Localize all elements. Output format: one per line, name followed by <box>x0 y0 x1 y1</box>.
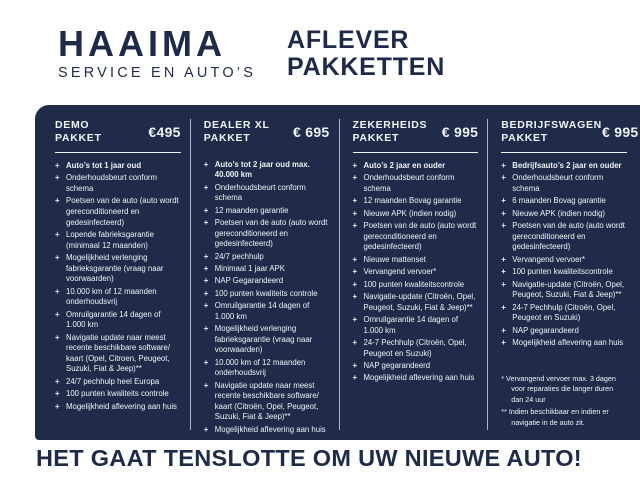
plus-icon: + <box>352 161 358 171</box>
package-column-dealer-xl <box>190 119 339 434</box>
package-feature <box>353 373 479 384</box>
feature-text: Poetsen van de auto (auto wordt gereconditioneerd en gedesinfecteerd) <box>214 217 328 249</box>
package-name-line1: BEDRIJFSWAGEN <box>501 119 602 131</box>
plus-icon: + <box>352 221 358 231</box>
brand-name: HAAIMA <box>58 23 226 64</box>
plus-icon: + <box>203 276 209 286</box>
feature-text: NAP gegarandeerd <box>512 325 579 335</box>
package-feature <box>204 289 330 300</box>
page-title-line2: PAKKETTEN <box>287 52 446 81</box>
package-column-bedrijfswagen <box>487 119 639 430</box>
plus-icon: + <box>352 292 358 301</box>
feature-text: Auto’s tot 1 jaar oud <box>66 161 142 171</box>
feature-text: NAP gegarandeerd <box>363 360 431 370</box>
feature-text: Navigatie-update (Citroën, Opel, Peugeot, Suzuki, Fiat & Jeep)** <box>512 279 625 300</box>
package-name-line2: PAKKET <box>501 131 548 144</box>
feature-text: Nieuwe APK (indien nodig) <box>363 208 457 218</box>
plus-icon: + <box>55 309 60 319</box>
feature-text: 24/7 pechhulp <box>214 251 264 261</box>
plus-icon: + <box>501 196 506 206</box>
package-feature <box>55 389 181 400</box>
package-feature <box>501 303 627 324</box>
feature-text: 24/7 pechhulp heel Europa <box>66 376 160 386</box>
plus-icon: + <box>55 161 60 171</box>
plus-icon: + <box>501 325 506 335</box>
package-feature <box>204 252 330 263</box>
feature-text: 100 punten kwaliteitscontrole <box>363 279 465 289</box>
package-name-line1: DEALER XL <box>203 119 270 131</box>
package-feature <box>204 160 330 181</box>
plus-icon: + <box>352 173 358 183</box>
plus-icon: + <box>55 196 60 206</box>
feature-list <box>353 161 479 386</box>
feature-text: 12 maanden garantie <box>214 205 289 215</box>
package-column-demo <box>55 119 190 430</box>
feature-text: 100 punten kwaliteits controle <box>66 389 169 399</box>
package-feature <box>353 267 479 278</box>
plus-icon: + <box>352 314 358 324</box>
feature-text: Nieuwe APK (indien nodig) <box>512 208 606 218</box>
feature-text: Vervangend vervoer* <box>363 267 437 277</box>
plus-icon: + <box>501 337 506 347</box>
package-feature <box>501 161 627 172</box>
feature-text: Onderhoudsbeurt conform schema <box>363 173 455 194</box>
package-price: € 995 <box>601 123 639 140</box>
package-feature <box>501 338 627 349</box>
package-feature <box>501 267 627 278</box>
feature-text: Poetsen van de auto (auto wordt gereconditioneerd en gedesinfecteerd) <box>66 196 179 227</box>
feature-text: Mogelijkheid verlenging fabrieksgarantie (vraag naar voorwaarden) <box>214 324 313 355</box>
plus-icon: + <box>55 173 60 183</box>
feature-list <box>501 161 627 350</box>
plus-icon: + <box>55 401 60 411</box>
footnotes <box>501 372 627 430</box>
package-price: €495 <box>148 123 181 140</box>
package-feature <box>501 173 627 194</box>
plus-icon: + <box>352 373 358 383</box>
feature-text: Onderhoudsbeurt conform schema <box>214 182 306 203</box>
package-feature <box>353 173 479 194</box>
plus-icon: + <box>203 324 209 334</box>
page-title-line1: AFLEVER <box>287 26 410 54</box>
package-name <box>55 119 102 145</box>
package-feature <box>353 292 479 313</box>
plus-icon: + <box>203 263 209 273</box>
plus-icon: + <box>352 337 358 347</box>
feature-list <box>204 160 330 438</box>
feature-text: 24-7 Pechhulp (Citroën, Opel, Peugeot en Suzuki) <box>363 337 467 358</box>
feature-text: Omruilgarantie 14 dagen of 1.000 km <box>66 309 161 330</box>
plus-icon: + <box>501 161 506 171</box>
package-column-zekerheids <box>339 119 488 430</box>
brand-logo <box>58 23 257 81</box>
package-feature <box>55 310 181 331</box>
package-feature <box>353 209 479 220</box>
feature-text: Mogelijkheid aflevering aan huis <box>66 401 177 411</box>
plus-icon: + <box>55 332 60 342</box>
package-name <box>353 119 428 145</box>
package-feature <box>353 161 479 172</box>
tagline: HET GAAT TENSLOTTE OM UW NIEUWE AUTO! <box>36 445 582 471</box>
plus-icon: + <box>55 253 60 263</box>
package-feature <box>353 315 479 336</box>
package-feature <box>501 221 627 253</box>
package-name <box>204 119 270 145</box>
feature-text: NAP Gegarandeerd <box>214 276 284 286</box>
plus-icon: + <box>352 208 358 218</box>
package-feature <box>55 253 181 285</box>
footnote-text: * Vervangend vervoer max. 3 dagen voor reparaties die langer duren dan 24 uur <box>501 373 616 404</box>
package-feature <box>204 358 330 379</box>
package-feature <box>55 377 181 388</box>
feature-text: Poetsen van de auto (auto wordt gereconditioneerd en gedesinfecteerd) <box>363 221 477 252</box>
feature-text: Onderhoudsbeurt conform schema <box>512 173 604 194</box>
plus-icon: + <box>203 205 209 215</box>
plus-icon: + <box>501 173 506 183</box>
plus-icon: + <box>501 208 506 218</box>
header-divider <box>353 152 479 154</box>
feature-text: Mogelijkheid aflevering aan huis <box>512 337 624 347</box>
plus-icon: + <box>352 196 358 206</box>
feature-text: Bedrijfsauto’s 2 jaar en ouder <box>512 161 622 171</box>
feature-text: Mogelijkheid aflevering aan huis <box>214 424 326 434</box>
feature-text: 100 punten kwaliteitscontrole <box>512 267 613 277</box>
plus-icon: + <box>501 279 506 289</box>
plus-icon: + <box>203 357 209 367</box>
plus-icon: + <box>352 254 358 264</box>
package-price: € 995 <box>441 123 479 140</box>
feature-text: 12 maanden Bovag garantie <box>363 196 462 206</box>
package-feature <box>55 333 181 375</box>
package-feature <box>55 161 181 172</box>
package-feature <box>204 324 330 356</box>
package-feature <box>204 425 330 436</box>
package-feature <box>204 381 330 423</box>
package-feature <box>501 326 627 337</box>
header-divider <box>501 152 627 154</box>
plus-icon: + <box>203 424 209 434</box>
feature-text: Minimaal 1 jaar APK <box>214 263 285 273</box>
plus-icon: + <box>203 251 209 261</box>
feature-text: Navigatie update naar meest recente beschikbare software/ kaart (Citroën, Opel, Peugeot, Suzuki, Fiat & Jeep)** <box>214 380 319 422</box>
plus-icon: + <box>352 279 358 289</box>
package-feature <box>204 218 330 250</box>
feature-text: Onderhoudsbeurt conform schema <box>66 173 158 194</box>
package-feature <box>501 209 627 220</box>
plus-icon: + <box>55 376 60 386</box>
package-feature <box>204 183 330 204</box>
header-divider <box>55 152 181 154</box>
feature-text: Auto’s tot 2 jaar oud max. 40.000 km <box>214 159 310 180</box>
plus-icon: + <box>352 267 358 277</box>
plus-icon: + <box>55 286 60 296</box>
footnote-text: ** Indien beschikbaar en indien er navigatie in de auto zit. <box>501 407 609 427</box>
plus-icon: + <box>203 288 209 298</box>
package-name-line2: PAKKET <box>203 131 251 144</box>
feature-text: Mogelijkheid verlenging fabrieksgarantie (vraag naar voorwaarden) <box>66 253 164 284</box>
feature-text: 24-7 Pechhulp (Citroën, Opel, Peugeot en Suzuki) <box>512 302 616 323</box>
feature-text: Lopende fabrieksgarantie (minimaal 12 maanden) <box>66 230 154 250</box>
feature-list <box>55 161 181 414</box>
package-feature <box>204 206 330 217</box>
package-feature <box>55 287 181 308</box>
package-feature <box>55 173 181 194</box>
package-feature <box>353 280 479 291</box>
plus-icon: + <box>203 301 209 311</box>
package-price: € 695 <box>292 123 330 140</box>
plus-icon: + <box>501 267 506 277</box>
plus-icon: + <box>55 389 60 399</box>
feature-text: Navigatie update naar meest recente beschikbare software/ kaart (Opel, Citroen, Peugeot, Suzuki, Fiat & Jeep)** <box>66 332 171 374</box>
package-feature <box>353 338 479 359</box>
package-feature <box>501 196 627 207</box>
package-header <box>501 119 639 145</box>
packages-panel <box>35 105 640 440</box>
feature-text: 6 maanden Bovag garantie <box>512 196 606 206</box>
plus-icon: + <box>55 230 60 240</box>
package-feature <box>501 255 627 266</box>
feature-text: Omruilgarantie 14 dagen of 1.000 km <box>214 301 310 321</box>
brand-subtitle: SERVICE EN AUTO’S <box>58 65 257 81</box>
feature-text: 10.000 km of 12 maanden onderhoudsvrij <box>214 357 306 378</box>
plus-icon: + <box>501 221 506 231</box>
package-feature <box>353 221 479 253</box>
package-feature <box>55 230 181 251</box>
page-title <box>287 27 445 80</box>
plus-icon: + <box>352 360 358 370</box>
feature-text: 10.000 km of 12 maanden onderhoudsvrij <box>66 286 157 307</box>
feature-text: Nieuwe mattenset <box>363 254 426 264</box>
feature-text: 100 punten kwaliteits controle <box>214 288 318 298</box>
plus-icon: + <box>203 182 209 192</box>
package-feature <box>353 255 479 266</box>
package-header <box>204 119 330 145</box>
plus-icon: + <box>501 302 506 312</box>
package-feature <box>353 196 479 207</box>
package-feature <box>204 301 330 322</box>
package-name <box>501 119 602 145</box>
package-name-line1: ZEKERHEIDS <box>352 119 428 131</box>
feature-text: Poetsen van de auto (auto wordt gereconditioneerd en gedesinfecteerd) <box>512 221 625 252</box>
package-feature <box>501 280 627 301</box>
feature-text: Omruilgarantie 14 dagen of 1.000 km <box>363 314 458 335</box>
package-header <box>353 119 479 145</box>
package-name-line2: PAKKET <box>352 131 400 144</box>
feature-text: Vervangend vervoer* <box>512 254 586 264</box>
package-name-line1: DEMO <box>55 119 90 131</box>
package-feature <box>55 402 181 413</box>
package-feature <box>204 264 330 275</box>
feature-text: Navigatie-update (Citroën, Opel, Peugeot, Suzuki, Fiat & Jeep)** <box>363 292 476 312</box>
package-header <box>55 119 181 145</box>
package-feature <box>353 361 479 372</box>
package-feature <box>204 276 330 287</box>
package-feature <box>55 196 181 228</box>
feature-text: Auto’s 2 jaar en ouder <box>363 161 446 171</box>
plus-icon: + <box>501 254 506 264</box>
feature-text: Mogelijkheid aflevering aan huis <box>363 373 475 383</box>
plus-icon: + <box>203 159 209 169</box>
package-name-line2: PAKKET <box>55 131 102 144</box>
plus-icon: + <box>203 380 209 390</box>
plus-icon: + <box>203 217 209 227</box>
